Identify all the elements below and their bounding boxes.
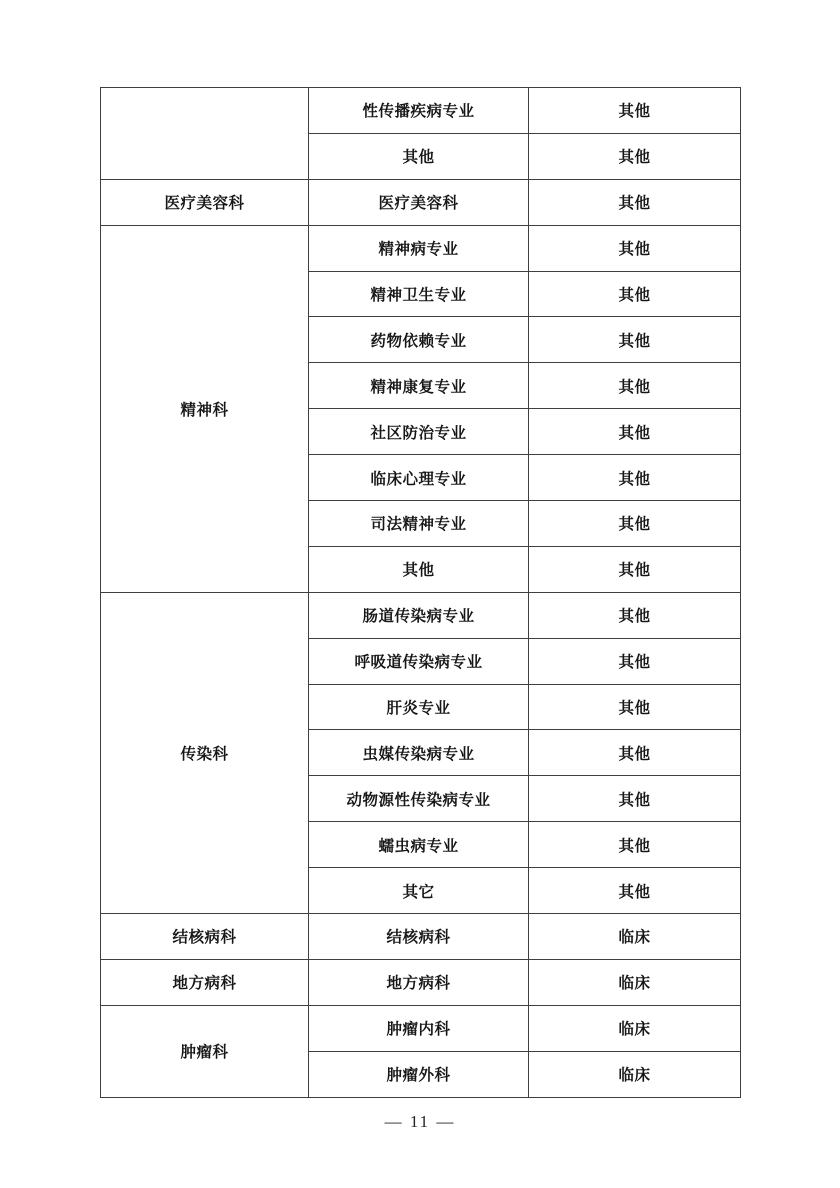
specialty-cell: 临床心理专业	[309, 455, 529, 501]
category-cell: 临床	[529, 959, 741, 1005]
specialty-cell: 精神康复专业	[309, 363, 529, 409]
table-row	[101, 88, 741, 134]
specialty-cell: 结核病科	[309, 914, 529, 960]
specialty-cell: 精神病专业	[309, 225, 529, 271]
category-cell: 其他	[529, 317, 741, 363]
category-cell: 其他	[529, 638, 741, 684]
specialty-cell: 动物源性传染病专业	[309, 776, 529, 822]
category-cell: 其他	[529, 592, 741, 638]
specialty-cell: 地方病科	[309, 959, 529, 1005]
category-cell: 临床	[529, 1051, 741, 1097]
category-cell: 其他	[529, 730, 741, 776]
specialty-cell: 呼吸道传染病专业	[309, 638, 529, 684]
table-row	[101, 959, 741, 1005]
specialty-cell: 其他	[309, 546, 529, 592]
specialty-cell: 医疗美容科	[309, 179, 529, 225]
specialty-cell: 性传播疾病专业	[309, 88, 529, 134]
category-cell: 其他	[529, 868, 741, 914]
category-cell: 其他	[529, 363, 741, 409]
department-cell: 肿瘤科	[101, 1005, 309, 1097]
department-cell: 精神科	[101, 225, 309, 592]
category-cell: 其他	[529, 501, 741, 547]
department-cell: 传染科	[101, 592, 309, 913]
specialty-cell: 药物依赖专业	[309, 317, 529, 363]
category-cell: 其他	[529, 684, 741, 730]
table-row	[101, 179, 741, 225]
specialty-cell: 蠕虫病专业	[309, 822, 529, 868]
category-cell: 其他	[529, 88, 741, 134]
department-cell: 结核病科	[101, 914, 309, 960]
specialty-cell: 精神卫生专业	[309, 271, 529, 317]
category-cell: 其他	[529, 225, 741, 271]
category-cell: 临床	[529, 914, 741, 960]
category-cell: 其他	[529, 822, 741, 868]
specialty-cell: 肠道传染病专业	[309, 592, 529, 638]
category-cell: 临床	[529, 1005, 741, 1051]
specialty-cell: 社区防治专业	[309, 409, 529, 455]
department-cell: 地方病科	[101, 959, 309, 1005]
category-cell: 其他	[529, 776, 741, 822]
specialty-cell: 其他	[309, 133, 529, 179]
department-classification-table	[100, 87, 741, 1098]
department-cell: 医疗美容科	[101, 179, 309, 225]
category-cell: 其他	[529, 179, 741, 225]
specialty-cell: 其它	[309, 868, 529, 914]
specialty-cell: 肝炎专业	[309, 684, 529, 730]
table-row	[101, 914, 741, 960]
table-row	[101, 1005, 741, 1051]
table-row	[101, 225, 741, 271]
category-cell: 其他	[529, 409, 741, 455]
specialty-cell: 肿瘤外科	[309, 1051, 529, 1097]
category-cell: 其他	[529, 271, 741, 317]
category-cell: 其他	[529, 546, 741, 592]
department-cell	[101, 88, 309, 180]
specialty-cell: 虫媒传染病专业	[309, 730, 529, 776]
category-cell: 其他	[529, 455, 741, 501]
specialty-cell: 肿瘤内科	[309, 1005, 529, 1051]
table-body	[101, 88, 741, 1098]
category-cell: 其他	[529, 133, 741, 179]
page-number: — 11 —	[384, 1112, 456, 1131]
specialty-cell: 司法精神专业	[309, 501, 529, 547]
table-row	[101, 592, 741, 638]
